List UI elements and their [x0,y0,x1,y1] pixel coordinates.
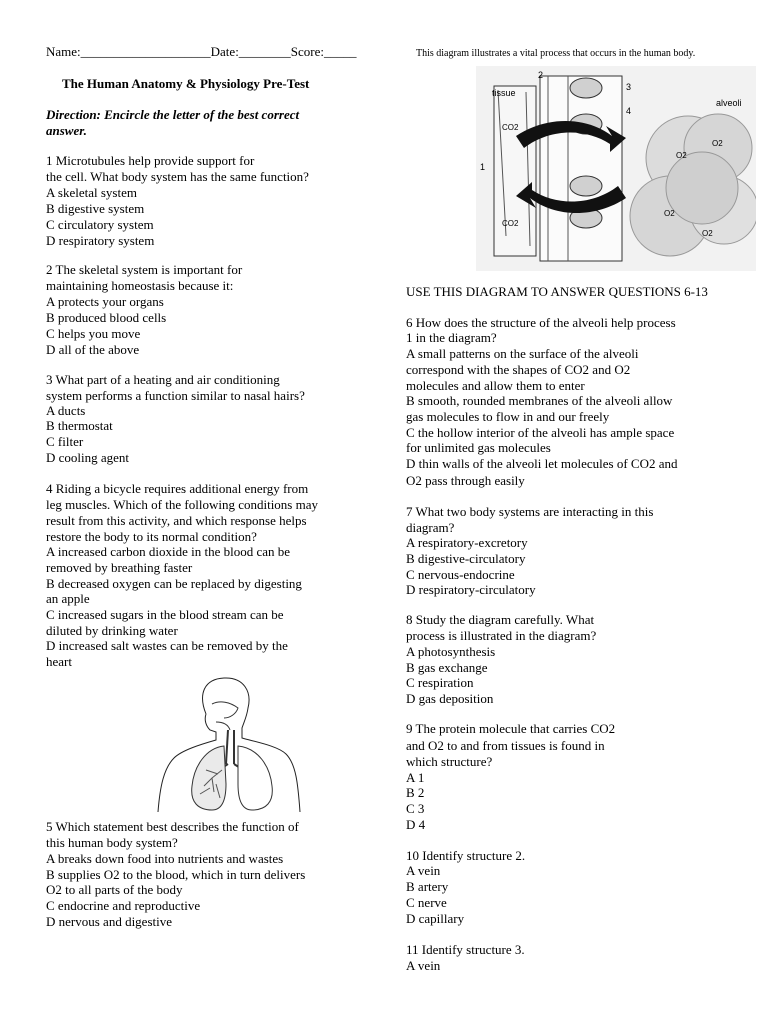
text-line: D 4 [406,817,426,832]
text-line: B supplies O2 to the blood, which in turn delivers [46,867,306,882]
text-line: 7 What two body systems are interacting in this [406,504,654,519]
text-line: 1 Microtubules help provide support for [46,153,255,168]
text-line: diagram? [406,520,455,535]
text-line: B 2 [406,785,425,800]
text-line: B smooth, rounded membranes of the alveoli allow [406,393,673,408]
text-line: B artery [406,879,449,894]
text-line: B gas exchange [406,660,488,675]
text-line: 1 in the diagram? [406,330,497,345]
text-line: 4 Riding a bicycle requires additional energy from [46,481,309,496]
text-line: process is illustrated in the diagram? [406,628,597,643]
text-line: molecules and allow them to enter [406,378,585,393]
respiratory-system-figure [146,674,316,814]
text-line: 5 Which statement best describes the function of [46,819,299,834]
page-title: The Human Anatomy & Physiology Pre-Test [62,76,310,91]
text-line: D capillary [406,911,465,926]
text-line: heart [46,654,72,669]
text-line: 2 The skeletal system is important for [46,262,243,277]
text-line: diluted by drinking water [46,623,178,638]
o2-mark: O2 [676,151,687,160]
direction-line-2: answer. [46,123,87,138]
text-line: A respiratory-excretory [406,535,528,550]
text-line: C filter [46,434,84,449]
text-line: 9 The protein molecule that carries CO2 [406,721,616,736]
o2-mark: O2 [664,209,675,218]
text-line: for unlimited gas molecules [406,440,551,455]
text-line: result from this activity, and which response helps [46,513,307,528]
text-line: leg muscles. Which of the following conditions may [46,497,318,512]
text-line: which structure? [406,754,493,769]
text-line: 8 Study the diagram carefully. What [406,612,595,627]
label-tissue: tissue [492,88,516,98]
label-4: 4 [626,106,632,116]
text-line: A protects your organs [46,294,164,309]
label-1: 1 [480,162,486,172]
text-line: restore the body to its normal condition? [46,529,257,544]
text-line: D nervous and digestive [46,914,173,929]
text-line: 11 Identify structure 3. [406,942,525,957]
label-alveoli: alveoli [716,98,742,108]
text-line: A skeletal system [46,185,137,200]
text-line: B decreased oxygen can be replaced by digesting [46,576,302,591]
text-line: C 3 [406,801,425,816]
name-date-score-line: Name:____________________Date:________Score:_____ [46,44,357,59]
text-line: O2 to all parts of the body [46,882,183,897]
text-line: D cooling agent [46,450,130,465]
text-line: 6 How does the structure of the alveoli help process [406,315,676,330]
text-line: C endocrine and reproductive [46,898,201,913]
text-line: this human body system? [46,835,178,850]
text-line: O2 pass through easily [406,473,525,488]
direction-line-1: Direction: Encircle the letter of the best correct [46,107,300,122]
text-line: A photosynthesis [406,644,496,659]
text-line: B thermostat [46,418,113,433]
text-line: A small patterns on the surface of the alveoli [406,346,639,361]
gas-exchange-diagram [476,66,756,271]
text-line: B digestive system [46,201,145,216]
text-line: B digestive-circulatory [406,551,526,566]
text-line: D gas deposition [406,691,494,706]
text-line: C circulatory system [46,217,154,232]
label-3: 3 [626,82,632,92]
text-line: A vein [406,863,441,878]
text-line: D thin walls of the alveoli let molecules of CO2 and [406,456,678,471]
diagram-instruction: USE THIS DIAGRAM TO ANSWER QUESTIONS 6-13 [406,284,708,299]
text-line: C nerve [406,895,447,910]
text-line: C the hollow interior of the alveoli has ample space [406,425,675,440]
text-line: D increased salt wastes can be removed by the [46,638,288,653]
text-line: C helps you move [46,326,141,341]
diagram-caption: This diagram illustrates a vital process that occurs in the human body. [416,48,696,59]
co2-mark: CO2 [502,219,519,228]
text-line: D respiratory system [46,233,155,248]
text-line: B produced blood cells [46,310,167,325]
o2-mark: O2 [702,229,713,238]
text-line: gas molecules to flow in and our freely [406,409,610,424]
text-line: C increased sugars in the blood stream can be [46,607,284,622]
text-line: A increased carbon dioxide in the blood can be [46,544,291,559]
text-line: A 1 [406,770,425,785]
text-line: A vein [406,958,441,973]
text-line: removed by breathing faster [46,560,193,575]
text-line: system performs a function similar to nasal hairs? [46,388,305,403]
label-2: 2 [538,70,544,80]
co2-mark: CO2 [502,123,519,132]
o2-mark: O2 [712,139,723,148]
text-line: the cell. What body system has the same function? [46,169,309,184]
text-line: C nervous-endocrine [406,567,515,582]
text-line: A breaks down food into nutrients and wastes [46,851,284,866]
text-line: 10 Identify structure 2. [406,848,526,863]
text-line: and O2 to and from tissues is found in [406,738,605,753]
text-line: an apple [46,591,90,606]
text-line: correspond with the shapes of CO2 and O2 [406,362,631,377]
text-line: C respiration [406,675,474,690]
text-line: D all of the above [46,342,140,357]
text-line: D respiratory-circulatory [406,582,536,597]
text-line: 3 What part of a heating and air conditioning [46,372,280,387]
text-line: maintaining homeostasis because it: [46,278,234,293]
text-line: A ducts [46,403,86,418]
